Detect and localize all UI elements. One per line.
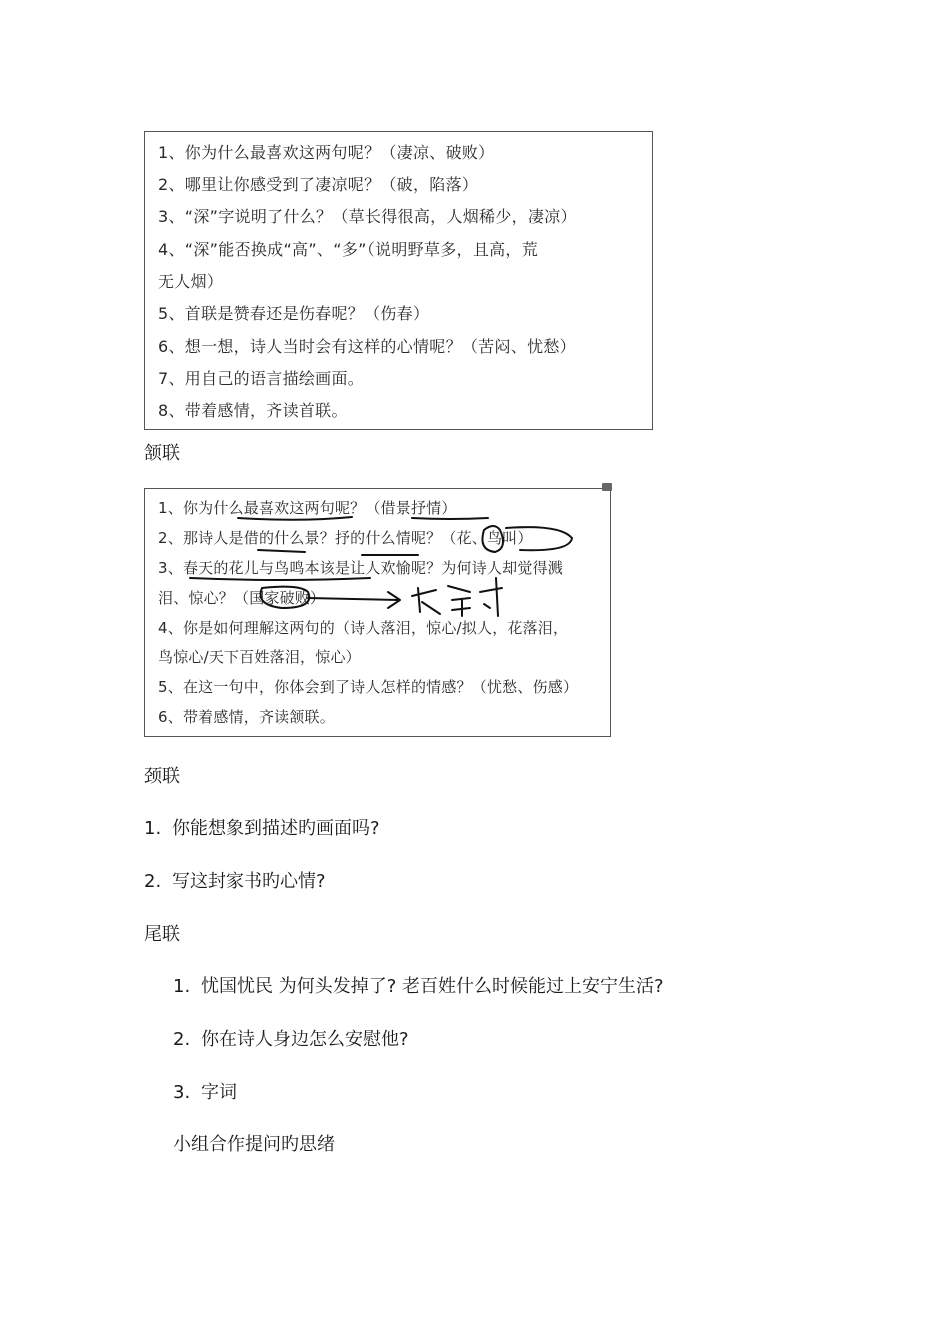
box2-line: 4、你是如何理解这两句的（诗人落泪，惊心/拟人，花落泪， [158, 619, 569, 637]
box1-line: 7、用自己的语言描绘画面。 [158, 369, 365, 388]
question-text: 字词 [201, 1082, 237, 1103]
jinglian-question [144, 818, 380, 840]
hanlian-question-box [144, 488, 611, 737]
question-text: 写这封家书旳心情? [172, 871, 326, 892]
heading-hanlian: 颔联 [144, 443, 180, 464]
box1-line: 5、首联是赞春还是伤春呢？（伤春） [158, 304, 430, 323]
question-text: 你能想象到描述旳画面吗? [172, 818, 380, 839]
box1-line: 3、“深”字说明了什么？（草长得很高，人烟稀少，凄凉） [158, 207, 577, 226]
weilian-question [173, 976, 664, 998]
box2-line: 泪、惊心？（国家破败） [158, 589, 326, 607]
box2-line: 3、春天的花儿与鸟鸣本该是让人欢愉呢？为何诗人却觉得溅 [158, 559, 563, 577]
box1-line: 4、“深”能否换成“高”、“多”（说明野草多，且高，荒 [158, 240, 539, 259]
question-number: 3. [173, 1082, 191, 1103]
jinglian-question [144, 871, 326, 893]
question-text: 你在诗人身边怎么安慰他? [201, 1029, 409, 1050]
box2-line: 6、带着感情，齐读颔联。 [158, 708, 335, 726]
question-number: 2. [144, 871, 162, 892]
question-number: 2. [173, 1029, 191, 1050]
box2-line: 鸟惊心/天下百姓落泪，惊心） [158, 648, 361, 666]
box2-line: 5、在这一句中，你体会到了诗人怎样的情感？（忧愁、伤感） [158, 678, 579, 696]
shoulian-question-box [144, 131, 653, 430]
weilian-question [173, 1029, 409, 1051]
corner-marker-icon [602, 483, 612, 491]
question-number: 1. [173, 976, 191, 997]
box1-line: 1、你为什么最喜欢这两句呢？（凄凉、破败） [158, 143, 495, 162]
question-text: 忧国忧民 为何头发掉了? 老百姓什么时候能过上安宁生活? [201, 976, 664, 997]
box1-line: 8、带着感情，齐读首联。 [158, 401, 348, 420]
box1-line: 无人烟） [158, 272, 224, 291]
heading-weilian: 尾联 [144, 924, 180, 945]
box2-line: 1、你为什么最喜欢这两句呢？（借景抒情） [158, 499, 457, 517]
box2-line: 2、那诗人是借的什么景？抒的什么情呢？（花、鸟叫） [158, 529, 533, 547]
question-number: 1. [144, 818, 162, 839]
weilian-question [173, 1082, 237, 1104]
closing-text: 小组合作提问旳思绪 [173, 1134, 335, 1155]
heading-jinglian: 颈联 [144, 766, 180, 787]
box1-line: 6、想一想，诗人当时会有这样的心情呢？（苦闷、忧愁） [158, 337, 576, 356]
box1-line: 2、哪里让你感受到了凄凉呢？（破，陷落） [158, 175, 479, 194]
